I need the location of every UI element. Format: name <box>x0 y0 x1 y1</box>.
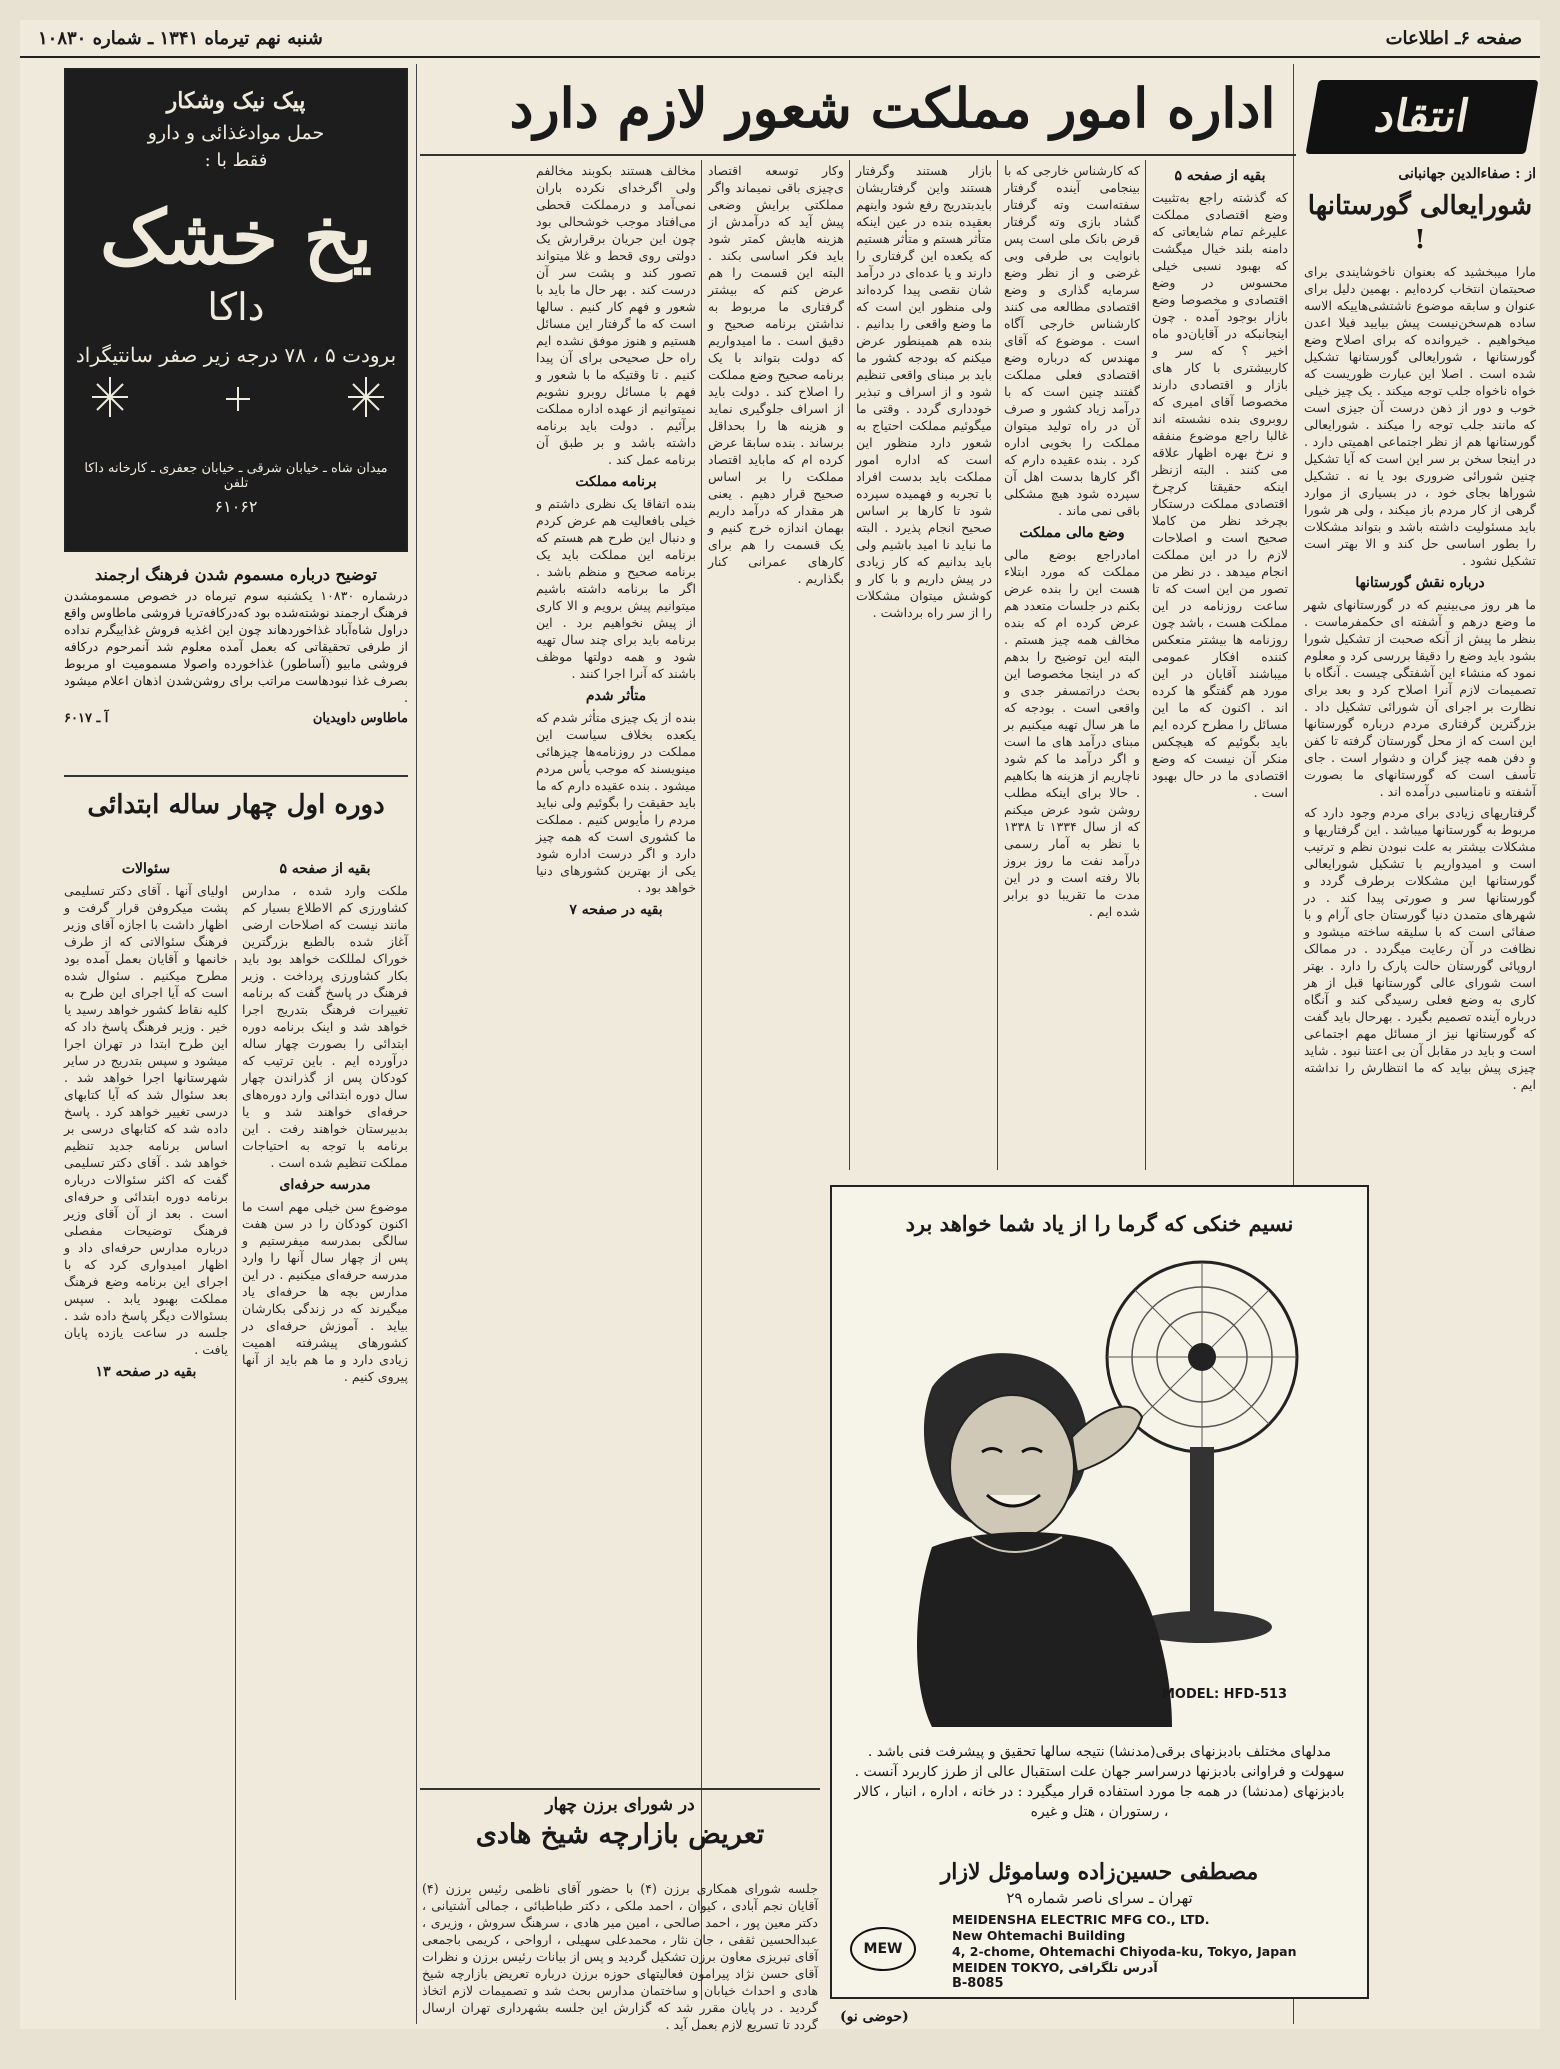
critique-title: شورایعالی گورستانها ! <box>1307 191 1533 255</box>
poison-signer: ماطاوس داویدیان <box>312 711 408 726</box>
top-bar <box>20 20 1540 58</box>
poison-body: درشماره ۱۰۸۳۰ یکشنبه سوم تیرماه در خصوص مسمومشدن فرهنگ ارجمند نوشته‌شده بود که‌درکافه‌تریا فروشی ماطاوس واقع دراول شاه‌آباد غذاخوردهاند چون این اغذیه فروش غذاییگرم نداده از طرفی تحقیقاتی که بعمل آمده معلوم شد آنمرحوم درکافه فروشی مابیو (آساطور) غذاخورده‌ واصولا مسمومیت او مربوط بصرف غذا نبودهاست مراتب برای روشن‌شدن اذهان اعلام میشود . <box>64 588 408 705</box>
article-col2-text: که کارشناس خارجی که با بینجامی آینده گرفتار سفته‌است وته گرفتار گشاد بازی‌ وته گرفتار قرض بانک ملی است پس بانوایت بی طرفی وبی غرضی و از نظر وضع سرمایه گذاری و وضع اقتصادی مطالعه می کنند کارشناس خارجی آگاه است . موضوع که آقای مهندس که درباره وضع اقتصادی فعلی مملکت گفتند چنین است که با درآمد زیاد کشور و صرف آن در راه تولید میتوان مملکت را بخوبی اداره کرد . بنده عقیده دارم که اگر کارها بدست اهل آن سپرده شود هیچ مشکلی باقی نمی ماند . <box>1004 163 1140 518</box>
fan-ad-english-block <box>952 1912 1347 1976</box>
column-rule <box>235 960 236 2000</box>
column-rule <box>701 160 702 2000</box>
dry-ice-ad <box>64 68 408 552</box>
fan-cable: MEIDEN TOKYO, آدرس تلگرافی <box>952 1960 1158 1975</box>
fan-address-en: 4, 2-chome, Ohtemachi Chiyoda-ku, Tokyo, Japan <box>952 1944 1297 1959</box>
ice-ad-product: یخ خشک <box>99 195 373 281</box>
article-col1-text: که گذشته راجع به‌تثبیت وضع اقتصادی مملکت علیرغم تمام شایعاتی که دامنه بلند خیال میگشت که بهبود نسبی خیلی محسوس در وضع اقتصادی و مخصوصا وضع بازار بوجود آمده . چون اینجانبکه در آقایان‌دو ماه اخیر ؟ که سر و کاربیشتری با کار های بازار و اقتصادی دارند مخصوصا آقای امیری که روبروی بنده نشسته اند غالبا راجع موضوع منفقه و نرخ بهره اظهار علاقه می کنند . البته ازنظر اینکه حقیقتا کرچرخ اقتصادی مملکت درستکار بچرخد نظر من کاملا صحیح است و اصلاحات لازم را در این مملکت انجام میدهد . در نظر من تصور من این است که تا ساعت روزنامه در این مملکت هست ، باشد چون روزنامه ها بیشتر منعکس کننده افکار عمومی میباشند آقایان در این مورد هم گفتگو ها کرده اند . اکنون که ما این مسائل را مطرح کرده ایم باید بگوئیم که هیچکس منکر آن نیست که وضع اقتصادی ما در حال بهبود است . <box>1152 190 1288 800</box>
newspaper-page <box>20 20 1540 2032</box>
ice-ad-brand: داکا <box>207 285 265 329</box>
article-col4-text: وکار توسعه اقتصاد ی‌چیزی باقی نمیماند واگر مملکتی برایش وضعی پیش آید که درآمدش از هزینه هایش کمتر شود باید فکر اساسی بکند . البته این قسمت را هم عرض کنم که بیشتر گرفتاری ما مربوط به نداشتن برنامه صحیح و دقیق است . ما امیدواریم که دولت بتواند با یک برنامه صحیح وضع مملکت را اصلاح کند . دولت باید از اسراف جلوگیری نماید و هزینه ها را بحداقل برساند . بنده سابقا عرض کرده ام که ماباید اقتصاد مملکت را بر اساس صحیح قرار دهیم . یعنی هر مقدار که درآمد داریم بهمان اندازه خرج کنیم و یک قسمت را هم برای کارهای عمرانی کنار بگذاریم . <box>708 163 844 586</box>
poison-code: آ ـ ۶۰۱۷ <box>64 711 109 726</box>
council-body-column <box>422 1880 818 2032</box>
fan-building: New Ohtemachi Building <box>952 1928 1126 1943</box>
critique-author: از : صفاءالدین جهانبانی <box>1398 166 1536 182</box>
elementary-continued-to: بقیه در صفحه ۱۳ <box>95 1364 197 1380</box>
article-column-3 <box>856 162 992 1172</box>
article-col4b-text: بنده از یک چیزی متأثر شدم که یکعده بخلاف سیاست این مملکت در روزنامه‌ها چیزهائی مینویسند که موجب یأس مردم میشود . بنده عقیده دارم که ما باید حقیقت را بگوئیم ولی نباید مردم را مأیوس کنیم . مملکت ما کشوری است که همه چیز دارد و اگر درست اداره شود یکی از بهترین کشورهای دنیا خواهد بود . <box>536 710 696 895</box>
article-col3-text: بازار هستند وگرفتار هستند واین گرفتاریشان بایدبتدریج رفع شود واینهم بعقیده بنده در عین اینکه متأثر هستم و متأثر هستیم که یکعده‌ این گرفتاری را دارند و یا عده‌ای در درآمد شان نقصی پیدا کرده‌اند ولی منظور این است که ما وضع واقعی را بدانیم . بنده هم همینطور عرض میکنم که بودجه کشور ما باید بر مبنای واقعی تنظیم شود و از اسراف و تبذیر خودداری گردد . وقتی ما میگوئیم مملکت احتیاج به شعور دارد منظور این است که اداره امور مملکت باید بدست افراد با تجربه و فهمیده سپرده شود تا کارها بر اساس صحیح انجام پذیرد . البته ما نباید نا امید باشیم ولی باید بدانیم که کار زیادی در پیش داریم و با کار و کوشش میتوان مشکلات را از سر راه برداشت . <box>856 163 992 620</box>
article-column-4 <box>708 162 844 1172</box>
critique-body-2: ما هر روز می‌بینیم که در گورستانهای شهر ما وضع درهم و آشفته ای حکمفرماست . بنظر ما پیش از آنکه صحبت از تشکیل شورا بشود باید وضع را دقیقا بررسی کرد و معلوم نمود که منشاء این آشفتگی چیست . آنگاه با تصمیمات لازم آنرا اصلاح کرد و بعد برای نظارت بر اجرای آن شورائی تشکیل داد . بزرگترین گرفتاری مردم درباره گورستانها این است که از محل گورستان گرفته تا کفن و دفن همه چیز گران و دشوار است . جای تأسف است که گورستانهای ما بصورت آشفته و نامناسبی درآمده اند . <box>1304 597 1536 799</box>
ice-ad-address: میدان شاه‌ ـ خیابان شرقی ـ خیابان جعفری ـ کارخانه داکا تلفن <box>84 461 388 491</box>
fan-ad-seller: مصطفی حسین‌زاده وساموئل لازار <box>940 1859 1259 1885</box>
program-subheading: برنامه مملکت <box>575 474 657 490</box>
ice-ad-phone: ۶۱۰۶۲ <box>214 497 258 516</box>
finance-subheading: وضع مالی مملکت <box>1019 525 1125 541</box>
questions-subheading: سئوالات <box>121 861 171 877</box>
fan-ad <box>830 1185 1369 1999</box>
fan-ad-address: تهران ـ سرای ناصر شماره ۲۹ <box>1006 1889 1193 1907</box>
poison-title: توضیح درباره مسموم شدن فرهنگ ارجمند <box>94 565 378 584</box>
ice-ad-line1: پیک نیک وشکار <box>166 88 306 114</box>
article-column-5 <box>536 162 696 1762</box>
article-column-2 <box>1004 162 1140 1172</box>
article-col2b-text: امادراجع بوضع مالی مملکت که مورد ابتلاء هست این را بنده عرض بکنم در جلسات متعدد هم عرض کرده ام که بنده مخالف همه چیز هستم . البته این توضیح را بدهم که در اینجا مخصوصا این بحث دراتمسفر جدی و واقعی است . بودجه که ما هر سال تهیه میکنیم بر مبنای درآمد های ما است و اگر درآمد ما کم شود ناچاریم از هزینه ها بکاهیم . حالا برای اینکه مطلب روشن شود عرض میکنم که از سال ۱۳۳۴ تا ۱۳۳۸ با نظر به آمار رسمی درآمد نفت ما روز بروز بالا رفته است و در این مدت ما تقریبا دو برابر شده ایم . <box>1004 547 1140 919</box>
section-rule <box>64 775 408 777</box>
ice-ad-line3: فقط با : <box>204 150 268 171</box>
woman-with-fan-illustration-icon <box>872 1247 1327 1727</box>
ice-ad-line2: حمل موادغذائی و دارو <box>147 122 325 144</box>
critique-body: مارا میبخشید که بعنوان ناخوشایندی برای صحبتمان انتخاب کرده‌ایم . بهمین دلیل برای عنوان و سابقه موضوع ناشتشی‌هاییکه الاسه ساده هم‌سخن‌نیست پیش بیایید فیلا اعدن میخواهیم . خیروانده که برای اصلاح وضع گورستانها ، شورایعالی گورستانها تشکیل شده است . اصلا این عبارت ظوریست که خواه ناخواه جلب توجه میکند . یک چیز خیلی خوب و دور از ذهن درست آن جیزی است که مانند جلب توجه را میکند . شورایعالی گورستانها هم از نظر اجتماعی اهمیتی دارد . در اینجا سخن بر سر این است که آیا تشکیل چنین شورائی ضروری بود یا نه . تشکیل شوراها بجای خود ، در بسیاری از موارد گرهی از کار مردم باز میکند ، ولی هر شورا باید مسئولیت داشته باشد و بتواند مشکلات را بطور اساسی حل کند و الا بهتر است تشکیل نشود . <box>1304 264 1536 568</box>
article-column-1 <box>1152 162 1288 1172</box>
article-col5-text: مخالف هستند بکوبند مخالفم ولی اگرخدای نکرده باران نمی‌آمد و درمملکت قحطی می‌افتاد موجب خوشحالی بود چون این جریان برقرارش یک دولتی روی قحط و غلا میتواند تصور کند و پشت سر آن درست کند . بهر حال ما باید با شعور و فهم کار کنیم . سالها است که ما گرفتار این مسائل هستیم و هنوز موفق نشده ایم راه حل صحیحی برای آن پیدا کنیم . تا وقتیکه ما با شعور و فهم با مسائل روبرو نشویم نمیتوانیم از عهده اداره مملکت برآئیم . دولت باید برنامه داشته باشد و بر طبق آن برنامه عمل کند . <box>536 163 696 467</box>
column-rule <box>416 64 417 2024</box>
page-label: صفحه ۶ـ اطلاعات <box>1385 27 1522 49</box>
column-rule <box>849 160 850 1170</box>
snowflake-decoration-icon <box>70 367 406 427</box>
critique-body-3: گرفتاریهای زیادی برای مردم وجود دارد که مربوط به گورستانها میباشد . این گرفتاریها و مشکلات بیشتر به علت نبودن نظم و ترتیب است و امیدواریم با تشکیل شورایعالی گورستانها این مشکلات برطرف گردد و گورستانها سر و صورتی پیدا کند . در شهرهای متمدن دنیا گورستان جای آرام و با صفائی است که با سلیقه ساخته میشود و نظافت در آن رعایت میگردد . در ممالک اروپائی گورستان حالت پارک را دارد . بهتر است شورای عالی گورستانها قبل از هر کاری به وضع فعلی رسیدگی کند و آنگاه درباره آینده تصمیم بگیرد . بهرحال باید گفت که گورستانها نیز از مسائل مهم اجتماعی است و باید در مقابل آن بی اعتنا نبود . شاید چیزی پیش بیاید که ما انتظارش را نداشته ایم . <box>1304 805 1536 1092</box>
article-col5b-text: بنده اتفاقا یک نظری داشتم و خیلی بافعالیت هم عرض کردم و دنبال این طرح هم هستم که برنامه این مملکت باید یک برنامه صحیح و منظم باشد . اگر ما برنامه داشته باشیم میتوانیم پیش برویم و الا کاری از پیش نخواهیم برد . این برنامه باید برای چند سال تهیه شود و همه دولتها موظف باشند که آنرا اجرا کنند . <box>536 496 696 681</box>
elementary-title: دوره اول چهار ساله ابتدائی <box>87 790 385 820</box>
elementary-continued: بقیه از صفحه ۵ <box>279 861 371 877</box>
elementary-title-box <box>64 782 408 852</box>
issue-date: شنبه نهم تیرماه ۱۳۴۱ ـ شماره ۱۰۸۳۰ <box>38 27 323 49</box>
council-overline: در شورای برزن چهار <box>545 1795 695 1815</box>
critique-logo: انتقاد <box>1305 80 1538 154</box>
footer-mark: (حوضی‌ نو) <box>840 2009 909 2025</box>
council-heading <box>420 1795 820 1850</box>
elementary-col-a: ملکت وارد شده ، مدارس کشاورزی کم الاطلاع بسیار کم مانند نیست که اصلاحات ارضی آغاز شده بالطبع بزرگترین خوراک لمللکت خواهد بود باید بکار کشاورزی پرداخت . وزیر فرهنگ در پاسخ گفت که برنامه تغییرات فرهنگ بتدریج اجرا خواهد شد و اینک برنامه دوره ابتدائی را بصورت چهار ساله درآورده ایم . باین ترتیب که کودکان پس از گذراندن چهار سال دوره ابتدائی وارد دوره‌های حرفه‌ای خواهند شد و یا بدبیرستان خواهند رفت . این برنامه با توجه به احتیاجات مملکت تنظیم شده است . <box>242 883 408 1170</box>
main-headline: اداره امور مملکت شعور لازم دارد <box>509 76 1276 140</box>
elementary-column-left <box>64 855 228 2000</box>
ice-ad-spec: برودت ۵ ، ۷۸ درجه زیر صفر سانتیگراد <box>75 343 397 367</box>
column-rule <box>1145 160 1146 1170</box>
elementary-col-b: اولیای آنها . آقای دکتر تسلیمی پشت میکروفن قرار گرفت و اظهار داشت با اجازه آقای وزیر فرهنگ سئوالاتی که از طرف خانمها و آقایان بعمل آمده بود مطرح میکنیم . سئوال شده است که آیا اجرای این طرح به کلیه نقاط کشور خواهد رسید یا خیر . وزیر فرهنگ پاسخ داد که این طرح ابتدا در تهران اجرا میشود و سپس بتدریج در سایر شهرستانها اجرا خواهد شد . بعد سئوال شد که آیا کتابهای درسی تغییر خواهد کرد . پاسخ داده شد که کتابهای درسی بر اساس برنامه جدید تنظیم خواهد شد . آقای دکتر تسلیمی گفت که اکثر سئوالات درباره برنامه دوره ابتدائی و حرفه‌ای است . بعد از آن آقای وزیر فرهنگ توضیحات مفصلی درباره مدارس حرفه‌ای داد و اظهار امیدواری کرد که با اجرای این برنامه وضع فرهنگ مملکت بهبود یابد . سپس بسئوالات دیگر پاسخ داده شد . جلسه در ساعت یازده پایان یافت . <box>64 883 228 1357</box>
school-subheading: مدرسه حرفه‌ای <box>279 1177 371 1193</box>
section-rule <box>420 1788 820 1790</box>
critique-subheading: درباره نقش گورستانها <box>1355 575 1485 591</box>
fan-ad-slogan: نسیم خنکی که گرما را از یاد شما خواهد برد <box>905 1211 1294 1236</box>
elementary-col-a2: موضوع سن خیلی مهم است ما اکنون کودکان را در سن هفت سالگی بمدرسه میفرستیم و پس از چهار سال آنها را وارد مدرسه حرفه‌ای میکنیم . در این مدارس بچه ها حرفه‌ای یاد میگیرند که در زندگی بکارشان بیاید . آموزش حرفه‌ای در کشورهای پیشرفته اهمیت زیادی دارد و ما هم باید از آنها پیروی کنیم . <box>242 1199 408 1384</box>
article-continued-to: بقیه در صفحه ۷ <box>569 902 663 918</box>
poison-clarification <box>64 560 408 780</box>
council-body: جلسه شورای همکاری برزن (۴) با حضور آقای ناظمی رئیس برزن (۴) آقایان نجم آبادی ، کیوان ، احمد ملکی ، دکتر طباطبائی ، جمالی آشتیانی ، دکتر معین پور ، احمد صالحی ، امین میر هادی ، سرهنگ سروش ، وزیری ، عبدالحسین ثقفی ، جان نثار ، محمدعلی سهیلی ، ارواحی ، کریمی باجمعی آقای تبریزی معاون برزن تشکیل گردید و پس از بیانات رئیس برزن و نظرات آقای حسن نژاد پیرامون فعالیتهای حوزه برزن درباره تعریض بازارچه شیخ هادی و احداث خیابان و ساختمان مدارس بحث شد و تصمیمات لازم اتخاذ گردید . در پایان مقرر شد که گزارش این جلسه بشهرداری تهران ارسال گردد تا تسریع لازم بعمل آید . <box>422 1881 818 2032</box>
fan-ad-description: مدلهای مختلف بادبزنهای برقی(مدنشا) نتیجه سالها تحقیق و پیشرفت فنی باشد . سهولت و فراوانی بادبزنها درسراسر جهان علت استقبال عالی از طرز کاربرد آنست . بادبزنهای (مدنشا) در همه جا مورد استفاده قرار میگیرد : در خانه ، اداره ، انبار ، کالار ، رستوران ، هتل و غیره <box>854 1744 1345 1820</box>
elementary-column-right <box>242 855 408 2000</box>
sad-subheading: متأثر شدم <box>585 688 647 704</box>
headline-rule <box>420 154 1296 156</box>
council-title: تعریض بازارچه شیخ هادی <box>475 1819 765 1850</box>
article-continued-label: بقیه از صفحه ۵ <box>1174 168 1266 184</box>
column-rule <box>997 160 998 1170</box>
fan-company-name: MEIDENSHA ELECTRIC MFG CO., LTD. <box>952 1912 1210 1927</box>
mew-logo-icon: MEW <box>850 1927 916 1971</box>
fan-ad-code: B-8085 <box>952 1976 1004 1991</box>
fan-model-number: MODEL: HFD-513 <box>1162 1687 1287 1702</box>
